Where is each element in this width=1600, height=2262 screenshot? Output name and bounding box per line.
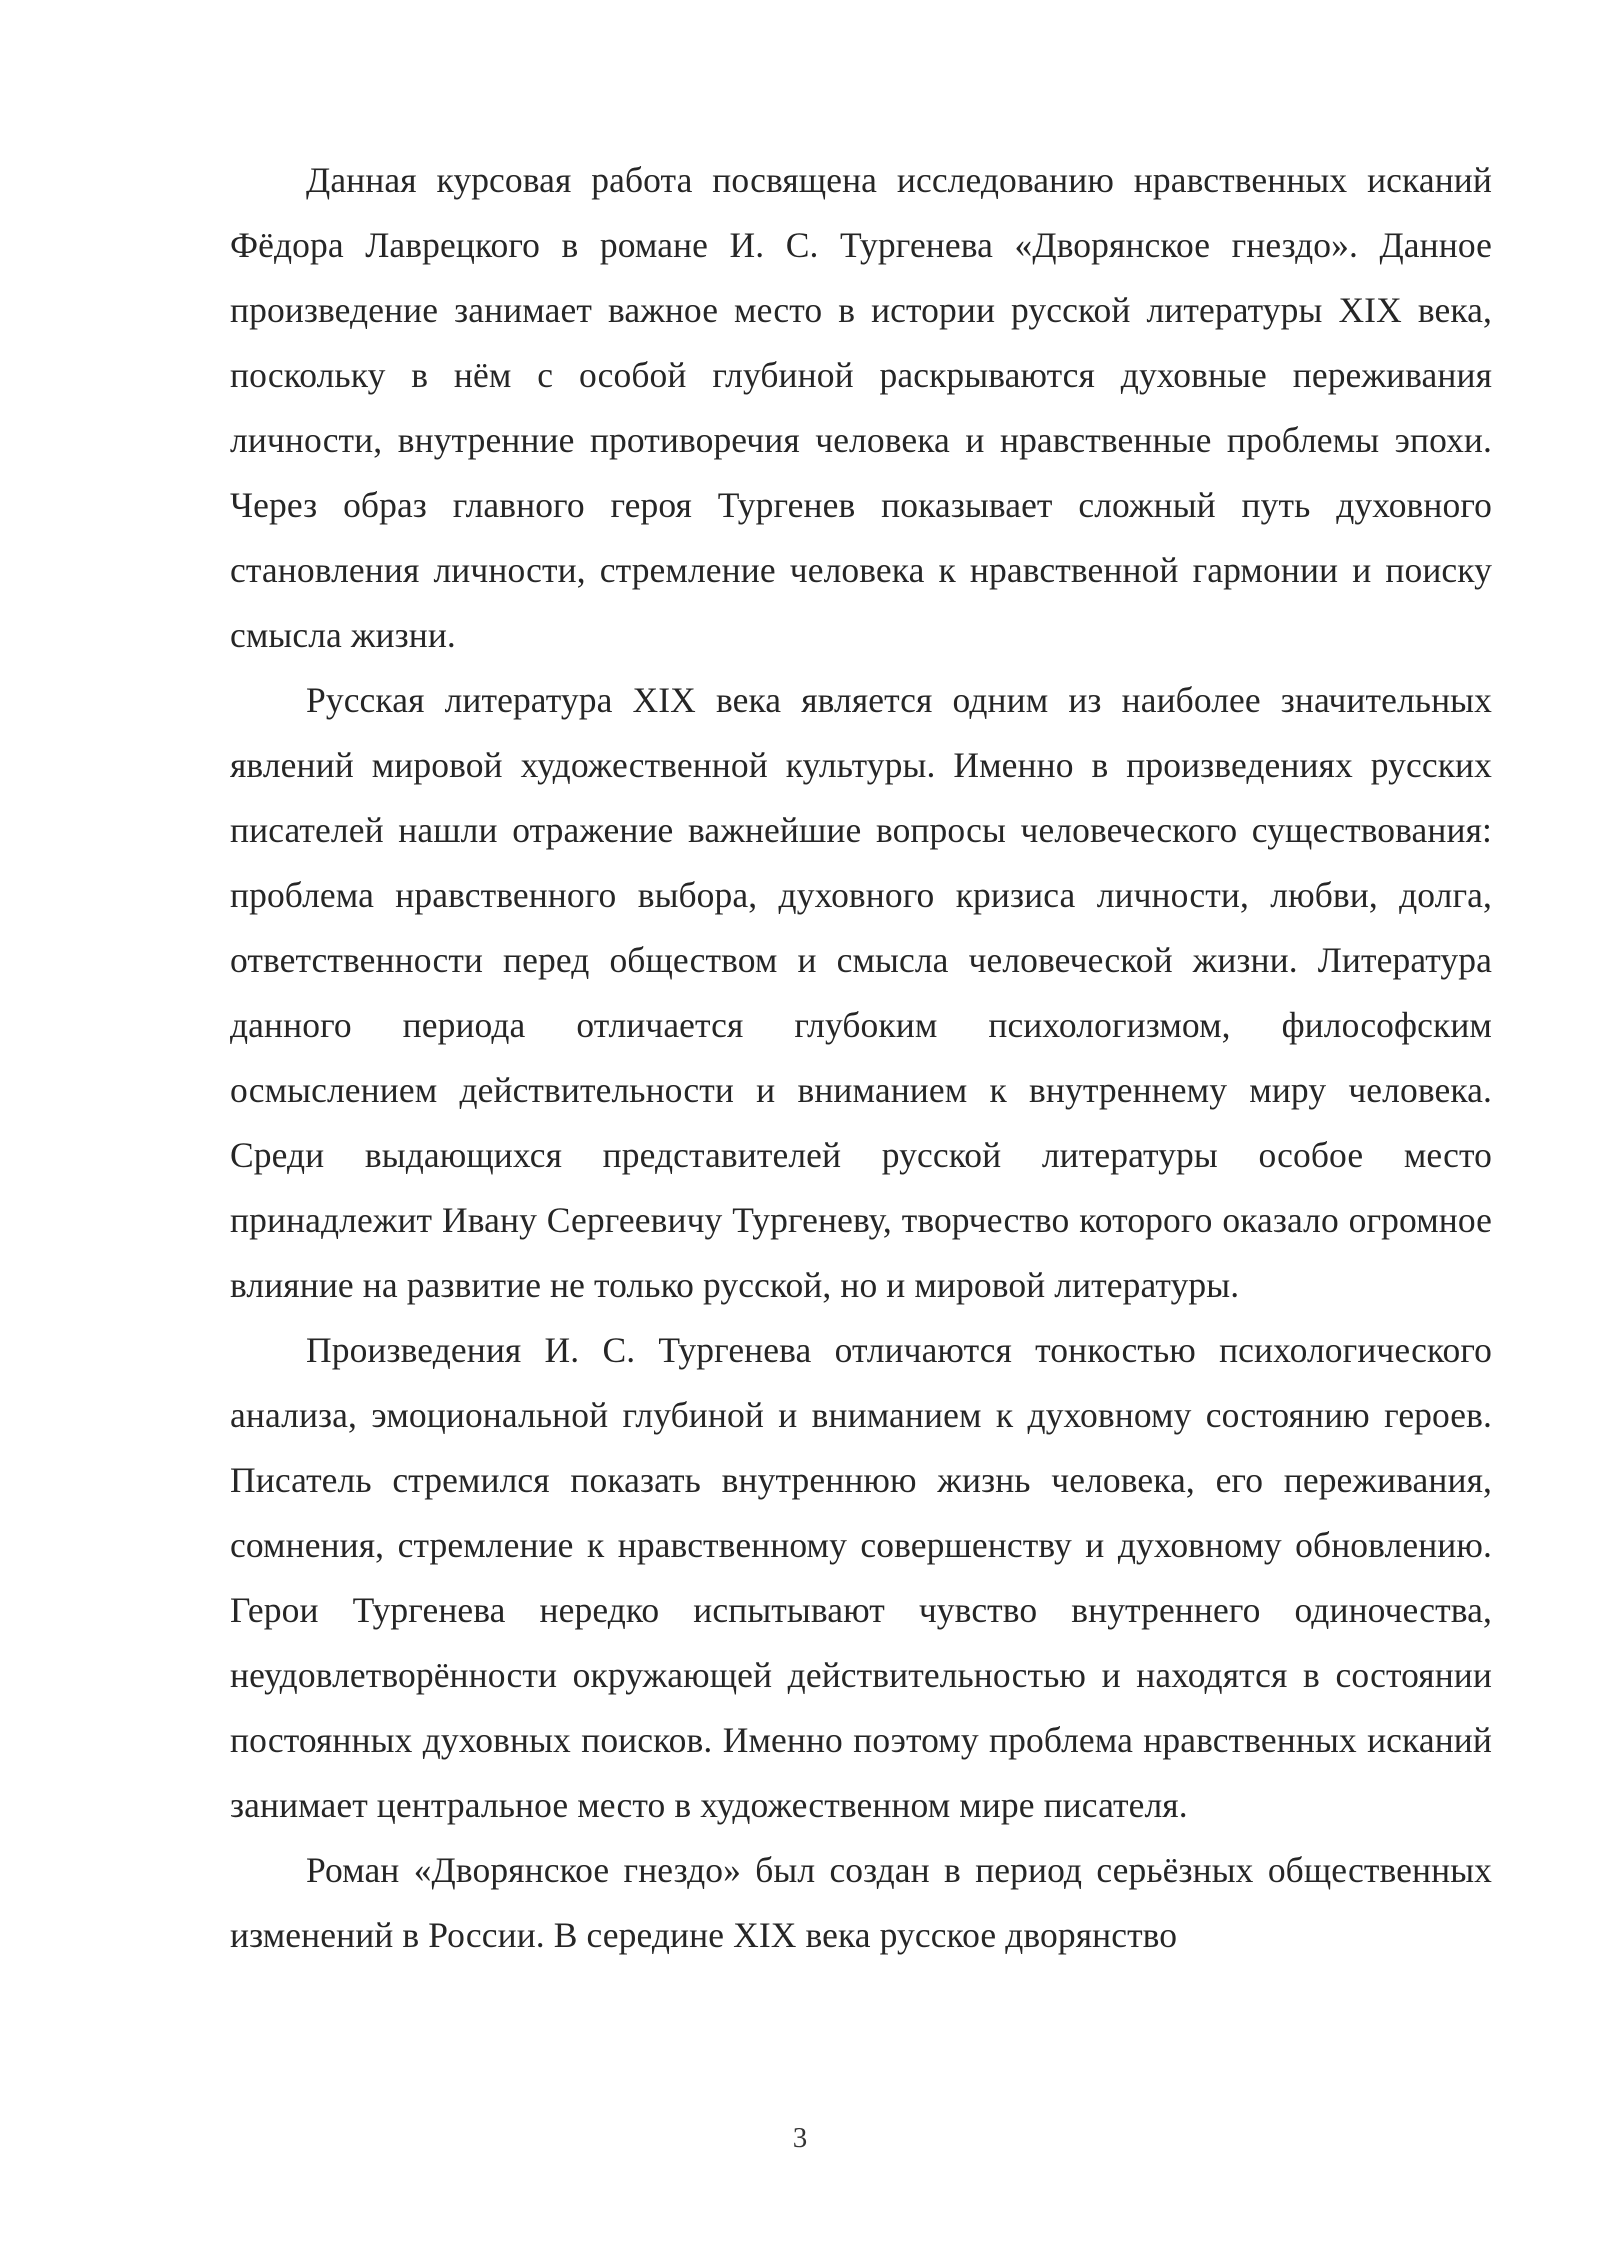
body-text [230,148,1492,1968]
paragraph-1: Данная курсовая работа посвящена исследованию нравственных исканий Фёдора Лаврецкого в романе И. С. Тургенева «Дворянское гнездо». Данное произведение занимает важное место в истории русской литературы XIX века, поскольку в нём с особой глубиной раскрываются духовные переживания личности, внутренние противоречия человека и нравственные проблемы эпохи. Через образ главного героя Тургенев показывает сложный путь духовного становления личности, стремление человека к нравственной гармонии и поиску смысла жизни. [230,160,1492,655]
page-number: 3 [792,2122,808,2154]
paragraph-4: Роман «Дворянское гнездо» был создан в период серьёзных общественных изменений в России. В середине XIX века русское дворянство [230,1850,1492,1955]
paragraph-2: Русская литература XIX века является одним из наиболее значительных явлений мировой художественной культуры. Именно в произведениях русских писателей нашли отражение важнейшие вопросы человеческого существования: проблема нравственного выбора, духовного кризиса личности, любви, долга, ответственности перед обществом и смысла человеческой жизни. Литература данного периода отличается глубоким психологизмом, философским осмыслением действительности и вниманием к внутреннему миру человека. Среди выдающихся представителей русской литературы особое место принадлежит Ивану Сергеевичу Тургеневу, творчество которого оказало огромное влияние на развитие не только русской, но и мировой литературы. [230,680,1492,1305]
paragraph-3: Произведения И. С. Тургенева отличаются тонкостью психологического анализа, эмоциональной глубиной и вниманием к духовному состоянию героев. Писатель стремился показать внутреннюю жизнь человека, его переживания, сомнения, стремление к нравственному совершенству и духовному обновлению. Герои Тургенева нередко испытывают чувство внутреннего одиночества, неудовлетворённости окружающей действительностью и находятся в состоянии постоянных духовных поисков. Именно поэтому проблема нравственных исканий занимает центральное место в художественном мире писателя. [230,1330,1492,1825]
